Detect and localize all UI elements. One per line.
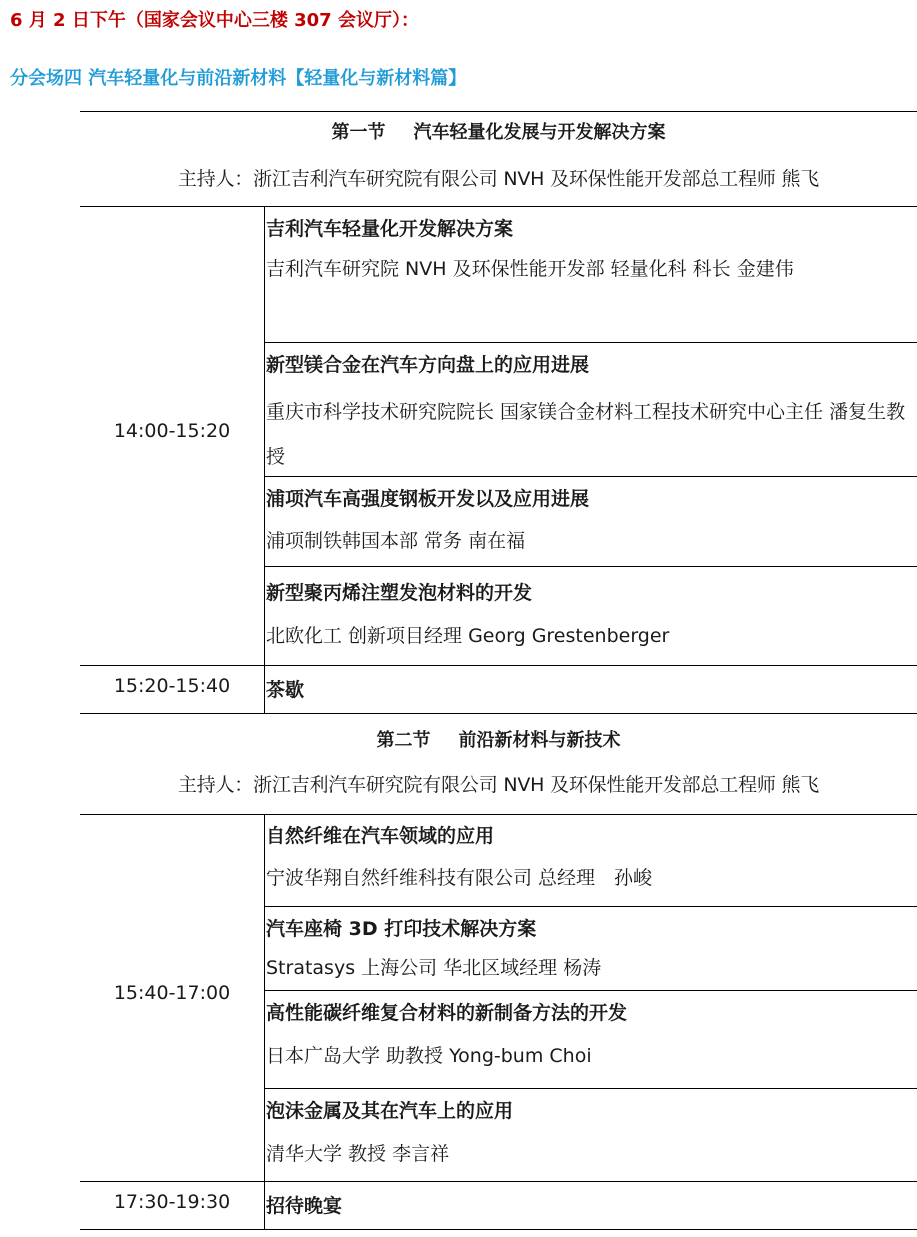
table-border bbox=[80, 665, 917, 666]
talk-speaker: 浦项制铁韩国本部 常务 南在福 bbox=[266, 530, 526, 552]
break-time: 15:20-15:40 bbox=[113, 675, 231, 697]
table-border bbox=[80, 1181, 917, 1182]
session-line: 分会场四 汽车轻量化与前沿新材料【轻量化与新材料篇】 bbox=[10, 68, 467, 89]
talk-speaker: 吉利汽车研究院 NVH 及环保性能开发部 轻量化科 科长 金建伟 bbox=[266, 258, 794, 280]
talk-speaker: Stratasys 上海公司 华北区域经理 杨涛 bbox=[266, 957, 602, 979]
talk-title: 新型镁合金在汽车方向盘上的应用进展 bbox=[266, 354, 590, 376]
break-label: 茶歇 bbox=[266, 679, 305, 701]
time-block-1: 14:00-15:20 bbox=[113, 420, 231, 442]
talk-title: 高性能碳纤维复合材料的新制备方法的开发 bbox=[266, 1002, 628, 1024]
table-border bbox=[80, 206, 917, 207]
talk-title: 汽车座椅 3D 打印技术解决方案 bbox=[266, 918, 537, 940]
talk-speaker: 清华大学 教授 李言祥 bbox=[266, 1143, 450, 1165]
row-divider bbox=[264, 1088, 917, 1089]
table-border bbox=[80, 814, 917, 815]
talk-speaker: 日本广岛大学 助教授 Yong-bum Choi bbox=[266, 1045, 592, 1067]
talk-speaker: 重庆市科学技术研究院院长 国家镁合金材料工程技术研究中心主任 潘复生教授 bbox=[266, 401, 906, 468]
table-border bbox=[80, 111, 917, 112]
talk-speaker: 北欧化工 创新项目经理 Georg Grestenberger bbox=[266, 625, 670, 647]
talk-speaker: 宁波华翔自然纤维科技有限公司 总经理 孙峻 bbox=[266, 867, 653, 889]
section-2-title bbox=[80, 726, 917, 752]
section-1-name: 汽车轻量化发展与开发解决方案 bbox=[413, 122, 666, 143]
section-1-label: 第一节 bbox=[331, 122, 386, 143]
table-border bbox=[80, 713, 917, 714]
table-border bbox=[80, 1229, 917, 1230]
row-divider bbox=[264, 342, 917, 343]
section-1-title bbox=[80, 118, 917, 144]
row-divider bbox=[264, 566, 917, 567]
section-2-name: 前沿新材料与新技术 bbox=[458, 730, 621, 751]
talk-title: 自然纤维在汽车领域的应用 bbox=[266, 825, 495, 847]
talk-title: 泡沫金属及其在汽车上的应用 bbox=[266, 1100, 514, 1122]
row-divider bbox=[264, 906, 917, 907]
section-1-host: 主持人：浙江吉利汽车研究院有限公司 NVH 及环保性能开发部总工程师 熊飞 bbox=[177, 168, 820, 190]
table-divider bbox=[264, 206, 265, 714]
talk-title: 吉利汽车轻量化开发解决方案 bbox=[266, 218, 514, 240]
row-divider bbox=[264, 476, 917, 477]
talk-title: 浦项汽车高强度钢板开发以及应用进展 bbox=[266, 488, 590, 510]
date-line: 6 月 2 日下午（国家会议中心三楼 307 会议厅）： bbox=[10, 10, 419, 31]
talk-title: 新型聚丙烯注塑发泡材料的开发 bbox=[266, 582, 533, 604]
table-divider bbox=[264, 814, 265, 1230]
dinner-label: 招待晚宴 bbox=[266, 1195, 343, 1217]
section-2-host: 主持人：浙江吉利汽车研究院有限公司 NVH 及环保性能开发部总工程师 熊飞 bbox=[177, 774, 820, 796]
section-2-label: 第二节 bbox=[376, 730, 431, 751]
dinner-time: 17:30-19:30 bbox=[113, 1191, 231, 1213]
row-divider bbox=[264, 990, 917, 991]
time-block-2: 15:40-17:00 bbox=[113, 982, 231, 1004]
